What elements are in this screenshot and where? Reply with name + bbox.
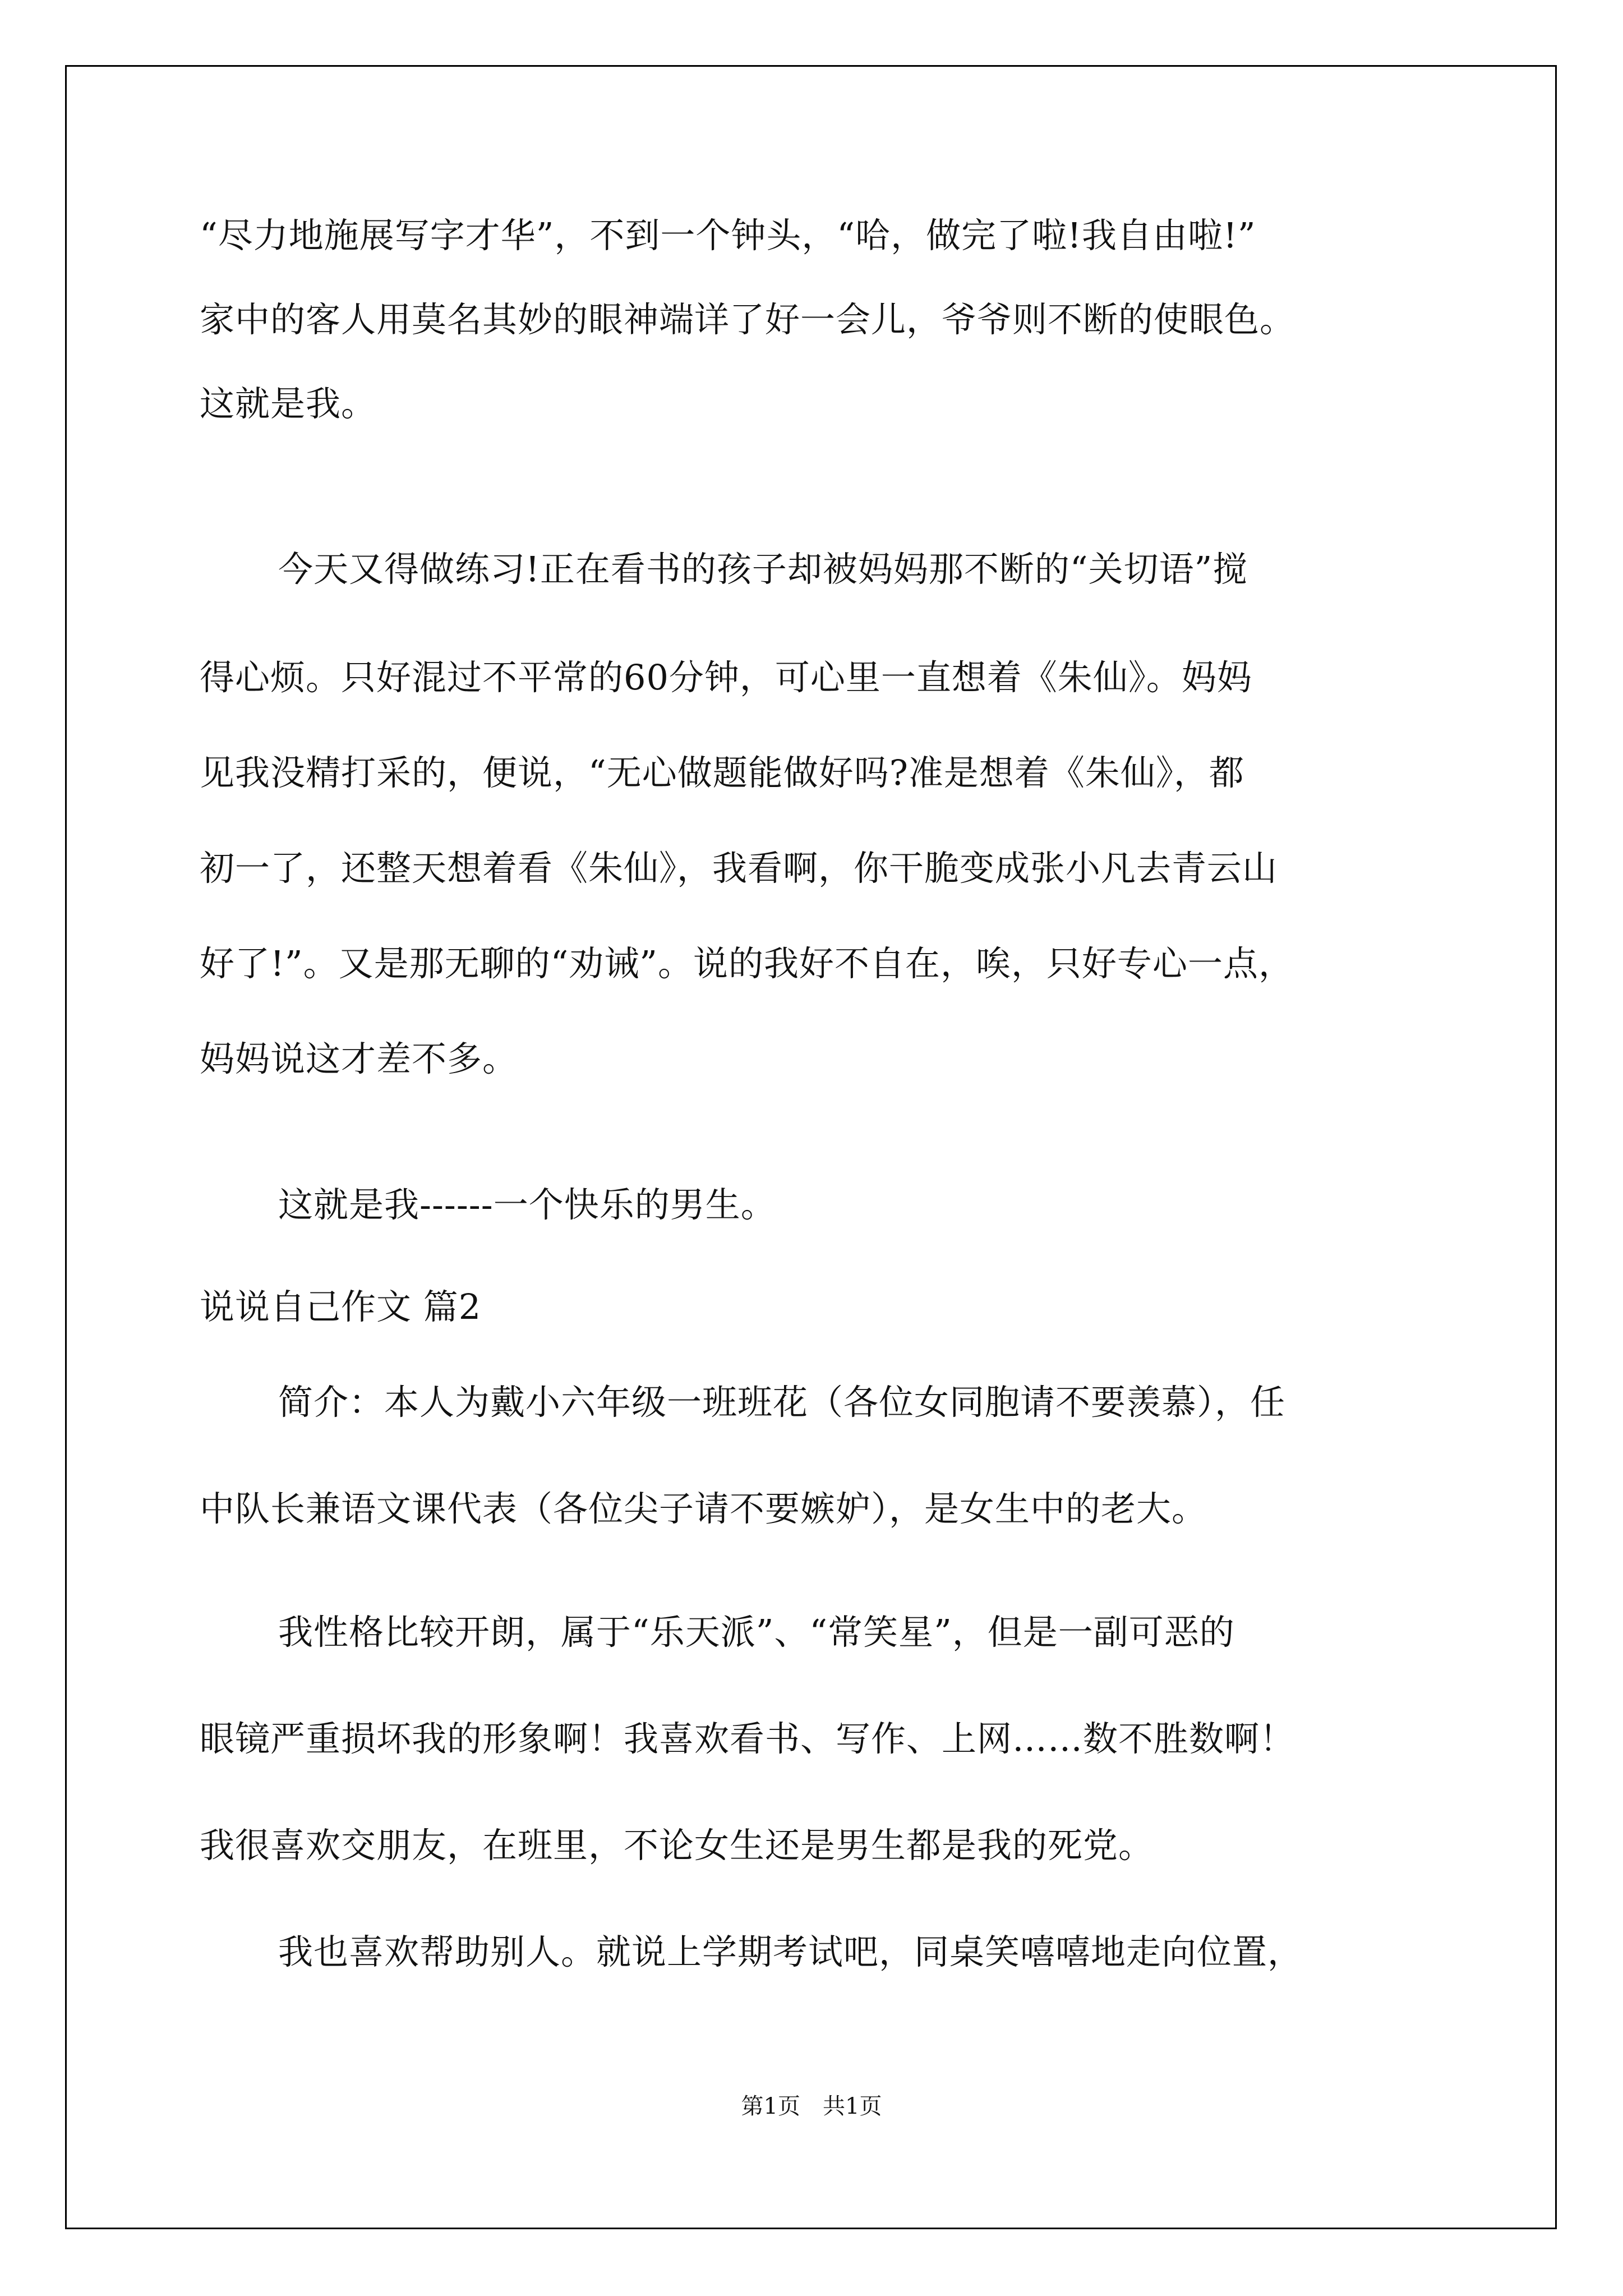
text-line-6: 见我没精打采的，便说，“无心做题能做好吗?准是想着《朱仙》，都 — [200, 752, 1244, 793]
page-footer: 第1页 共1页 — [741, 2093, 882, 2119]
text-line-13: 中队长兼语文课代表（各位尖子请不要嫉妒），是女生中的老大。 — [200, 1488, 1207, 1529]
text-line-4: 今天又得做练习!正在看书的孩子却被妈妈那不断的“关切语”搅 — [278, 549, 1248, 590]
text-line-10: 这就是我------一个快乐的男生。 — [278, 1184, 776, 1225]
text-line-15: 眼镜严重损坏我的形象啊！我喜欢看书、写作、上网……数不胜数啊！ — [200, 1718, 1295, 1759]
text-line-12: 简介：本人为戴小六年级一班班花（各位女同胞请不要羡慕），任 — [278, 1382, 1286, 1423]
text-line-14: 我性格比较开朗，属于“乐天派”、“常笑星”，但是一副可恶的 — [278, 1612, 1235, 1653]
text-line-9: 妈妈说这才差不多。 — [200, 1038, 518, 1079]
text-line-1: “尽力地施展写字才华”，不到一个钟头，“哈，做完了啦!我自由啦!” — [200, 215, 1256, 256]
text-line-8: 好了!”。又是那无聊的“劝诫”。说的我好不自在，唉，只好专心一点， — [200, 943, 1294, 984]
text-line-7: 初一了，还整天想着看《朱仙》，我看啊，你干脆变成张小凡去青云山 — [200, 848, 1278, 889]
text-line-16: 我很喜欢交朋友，在班里，不论女生还是男生都是我的死党。 — [200, 1825, 1154, 1866]
section-heading: 说说自己作文 篇2 — [200, 1286, 482, 1327]
text-line-2: 家中的客人用莫名其妙的眼神端详了好一会儿，爷爷则不断的使眼色。 — [200, 299, 1295, 340]
text-line-17: 我也喜欢帮助别人。就说上学期考试吧，同桌笑嘻嘻地走向位置， — [278, 1931, 1303, 1972]
text-line-3: 这就是我。 — [200, 383, 377, 424]
text-line-5: 得心烦。只好混过不平常的60分钟，可心里一直想着《朱仙》。妈妈 — [200, 657, 1252, 698]
